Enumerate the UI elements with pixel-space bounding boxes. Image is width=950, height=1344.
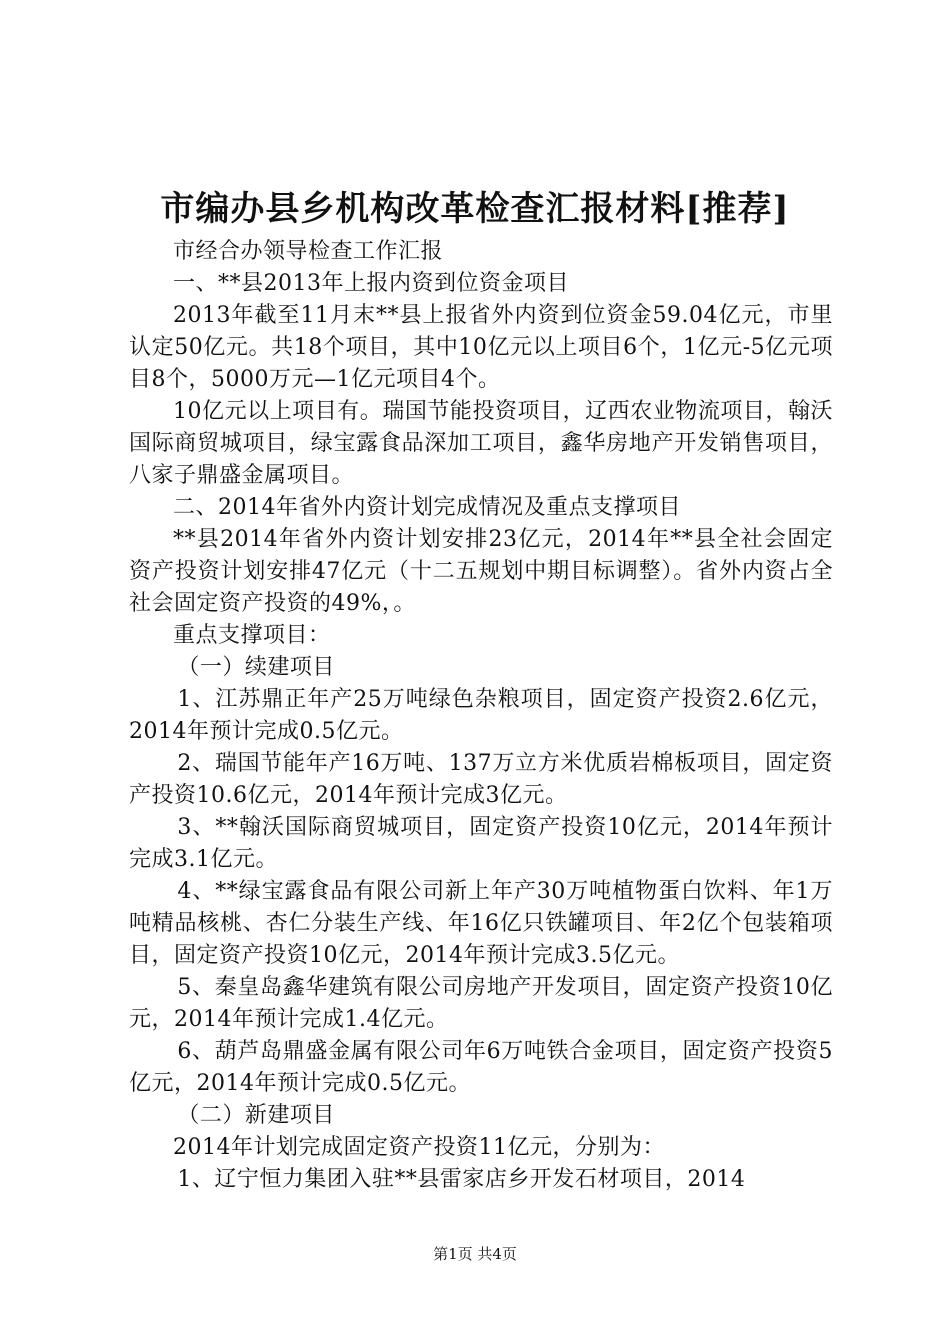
- list-item: 1、江苏鼎正年产25万吨绿色杂粮项目，固定资产投资2.6亿元，2014年预计完成0.5亿元。: [129, 687, 833, 744]
- section-heading: 一、**县2013年上报内资到位资金项目: [173, 271, 569, 296]
- page-footer: 第1页 共4页: [433, 1245, 517, 1263]
- list-item: 1、辽宁恒力集团入驻**县雷家店乡开发石材项目，2014: [177, 1167, 746, 1192]
- list-item: 5、秦皇岛鑫华建筑有限公司房地产开发项目，固定资产投资10亿元，2014年预计完成1.4亿元。: [129, 975, 833, 1032]
- section-heading: 二、2014年省外内资计划完成情况及重点支撑项目: [173, 495, 681, 520]
- list-item: 6、葫芦岛鼎盛金属有限公司年6万吨铁合金项目，固定资产投资5亿元，2014年预计完成0.5亿元。: [129, 1039, 833, 1096]
- paragraph: 10亿元以上项目有。瑞国节能投资项目，辽西农业物流项目，翰沃国际商贸城项目，绿宝露食品深加工项目，鑫华房地产开发销售项目，八家子鼎盛金属项目。: [129, 399, 833, 488]
- paragraph: **县2014年省外内资计划安排23亿元，2014年**县全社会固定资产投资计划安排47亿元（十二五规划中期目标调整）。省外内资占全社会固定资产投资的49%，。: [129, 527, 833, 616]
- subsection-heading: （一）续建项目: [177, 655, 335, 680]
- document-body: [129, 236, 833, 1196]
- paragraph: 2014年计划完成固定资产投资11亿元，分别为：: [173, 1135, 665, 1160]
- paragraph: 重点支撑项目：: [173, 623, 331, 648]
- list-item: 2、瑞国节能年产16万吨、137万立方米优质岩棉板项目，固定资产投资10.6亿元，2014年预计完成3亿元。: [129, 751, 833, 808]
- paragraph: 市经合办领导检查工作汇报: [173, 239, 444, 264]
- list-item: 3、**翰沃国际商贸城项目，固定资产投资10亿元，2014年预计完成3.1亿元。: [129, 815, 833, 872]
- list-item: 4、**绿宝露食品有限公司新上年产30万吨植物蛋白饮料、年1万吨精品核桃、杏仁分装生产线、年16亿只铁罐项目、年2亿个包装箱项目，固定资产投资10亿元，2014年预计完成3.5亿元。: [129, 879, 833, 968]
- document-title: 市编办县乡机构改革检查汇报材料[推荐]: [160, 189, 790, 229]
- paragraph: 2013年截至11月末**县上报省外内资到位资金59.04亿元，市里认定50亿元。共18个项目，其中10亿元以上项目6个，1亿元-5亿元项目8个，5000万元—1亿元项目4个。: [129, 303, 833, 392]
- subsection-heading: （二）新建项目: [177, 1103, 335, 1128]
